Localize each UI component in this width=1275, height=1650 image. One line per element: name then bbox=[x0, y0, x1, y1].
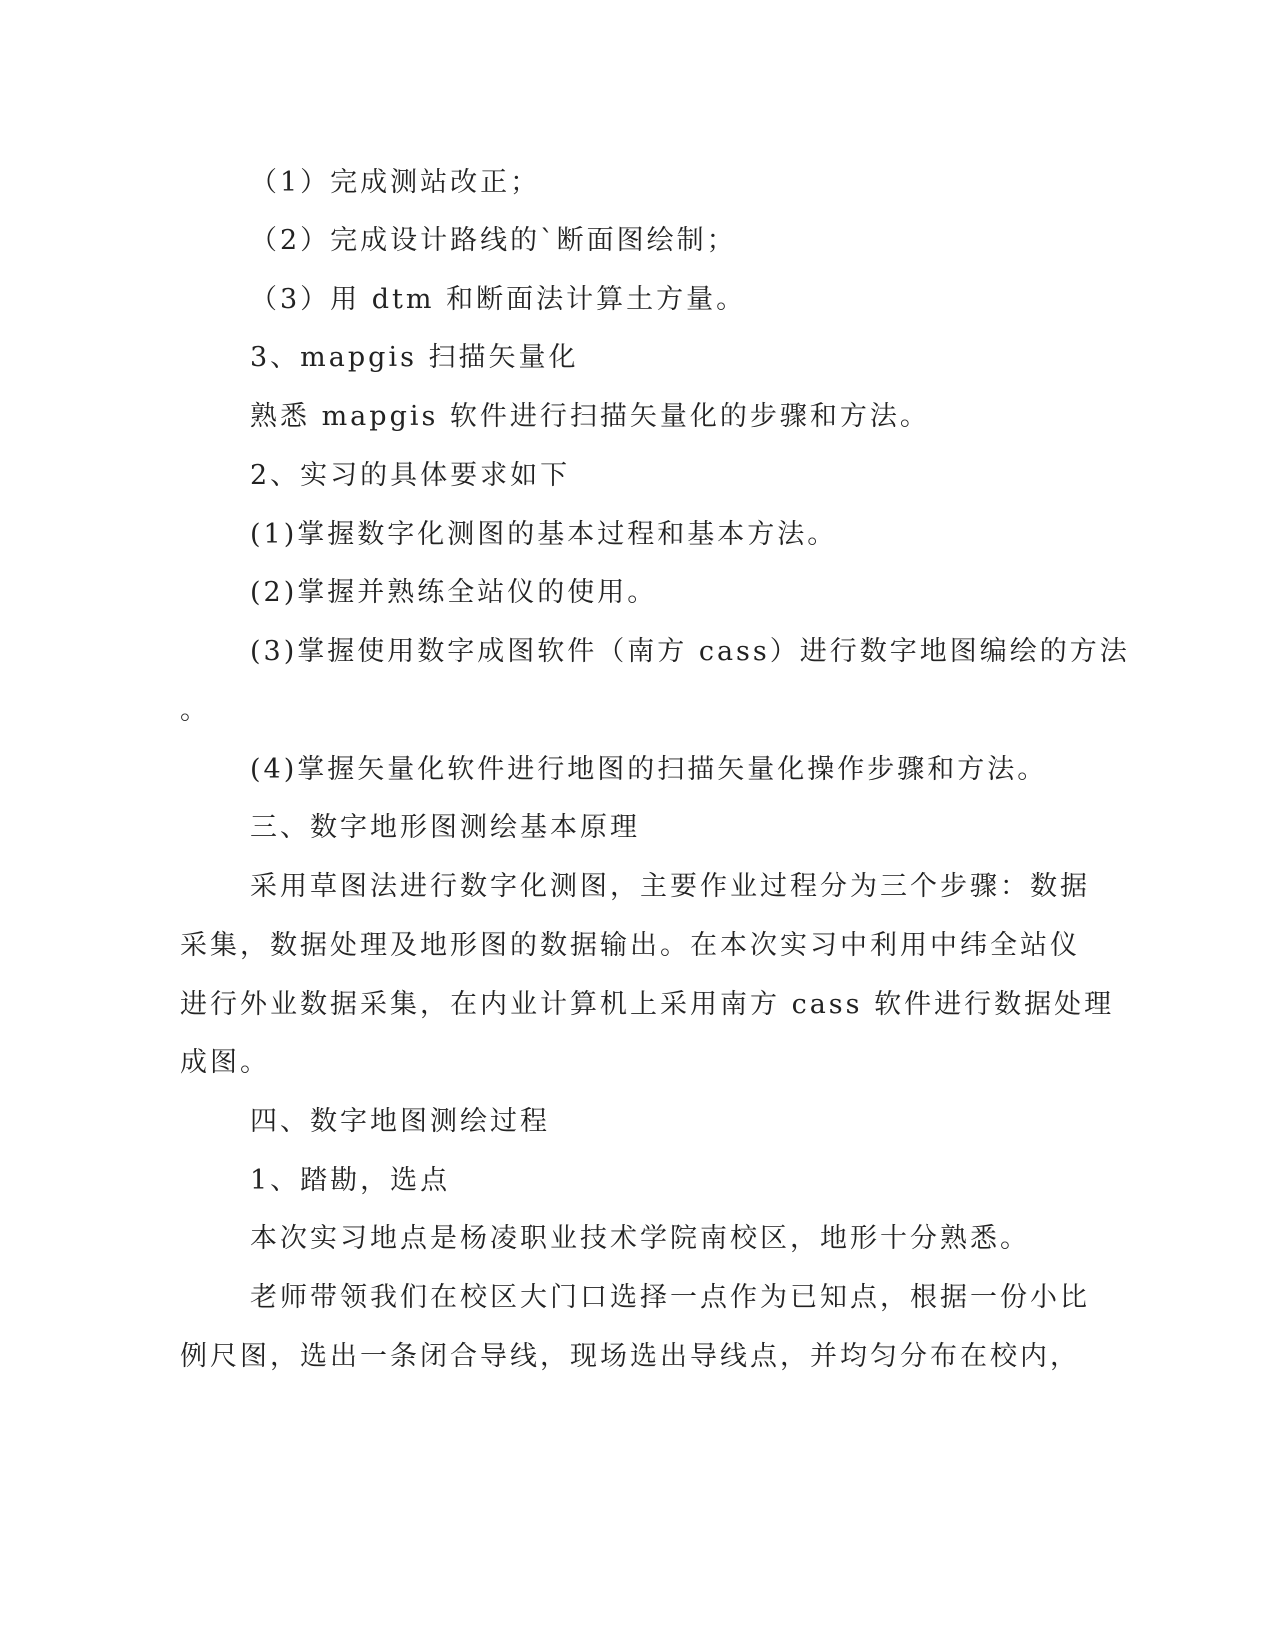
paragraph-teacher-line-1: 老师带领我们在校区大门口选择一点作为已知点，根据一份小比 bbox=[250, 1282, 1090, 1313]
requirement-item-4: (4)掌握矢量化软件进行地图的扫描矢量化操作步骤和方法。 bbox=[250, 754, 1048, 785]
list-item-profile-drawing: （2）完成设计路线的`断面图绘制； bbox=[250, 225, 737, 256]
paragraph-mapgis: 熟悉 mapgis 软件进行扫描矢量化的步骤和方法。 bbox=[250, 401, 930, 432]
paragraph-principles-line-4: 成图。 bbox=[180, 1047, 270, 1078]
paragraph-teacher-line-2: 例尺图，选出一条闭合导线，现场选出导线点，并均匀分布在校内， bbox=[180, 1341, 1080, 1372]
requirement-item-2: (2)掌握并熟练全站仪的使用。 bbox=[250, 577, 658, 608]
requirement-item-3-continuation: 。 bbox=[180, 695, 210, 726]
paragraph-location: 本次实习地点是杨凌职业技术学院南校区，地形十分熟悉。 bbox=[250, 1223, 1030, 1254]
section-heading-requirements: 2、实习的具体要求如下 bbox=[250, 460, 571, 491]
requirement-item-3: (3)掌握使用数字成图软件（南方 cass）进行数字地图编绘的方法 bbox=[250, 636, 1130, 667]
paragraph-principles-line-3: 进行外业数据采集，在内业计算机上采用南方 cass 软件进行数据处理 bbox=[180, 989, 1115, 1020]
paragraph-principles-line-2: 采集，数据处理及地形图的数据输出。在本次实习中利用中纬全站仪 bbox=[180, 930, 1080, 961]
list-item-station-correction: （1）完成测站改正； bbox=[250, 167, 541, 198]
list-item-earthwork-calc: （3）用 dtm 和断面法计算土方量。 bbox=[250, 284, 747, 315]
section-heading-principles: 三、数字地形图测绘基本原理 bbox=[250, 812, 640, 843]
section-heading-mapgis: 3、mapgis 扫描矢量化 bbox=[250, 342, 579, 373]
section-heading-process: 四、数字地图测绘过程 bbox=[250, 1106, 550, 1137]
paragraph-principles-line-1: 采用草图法进行数字化测图，主要作业过程分为三个步骤：数据 bbox=[250, 871, 1090, 902]
requirement-item-1: (1)掌握数字化测图的基本过程和基本方法。 bbox=[250, 519, 838, 550]
subsection-heading-survey: 1、踏勘，选点 bbox=[250, 1165, 451, 1196]
